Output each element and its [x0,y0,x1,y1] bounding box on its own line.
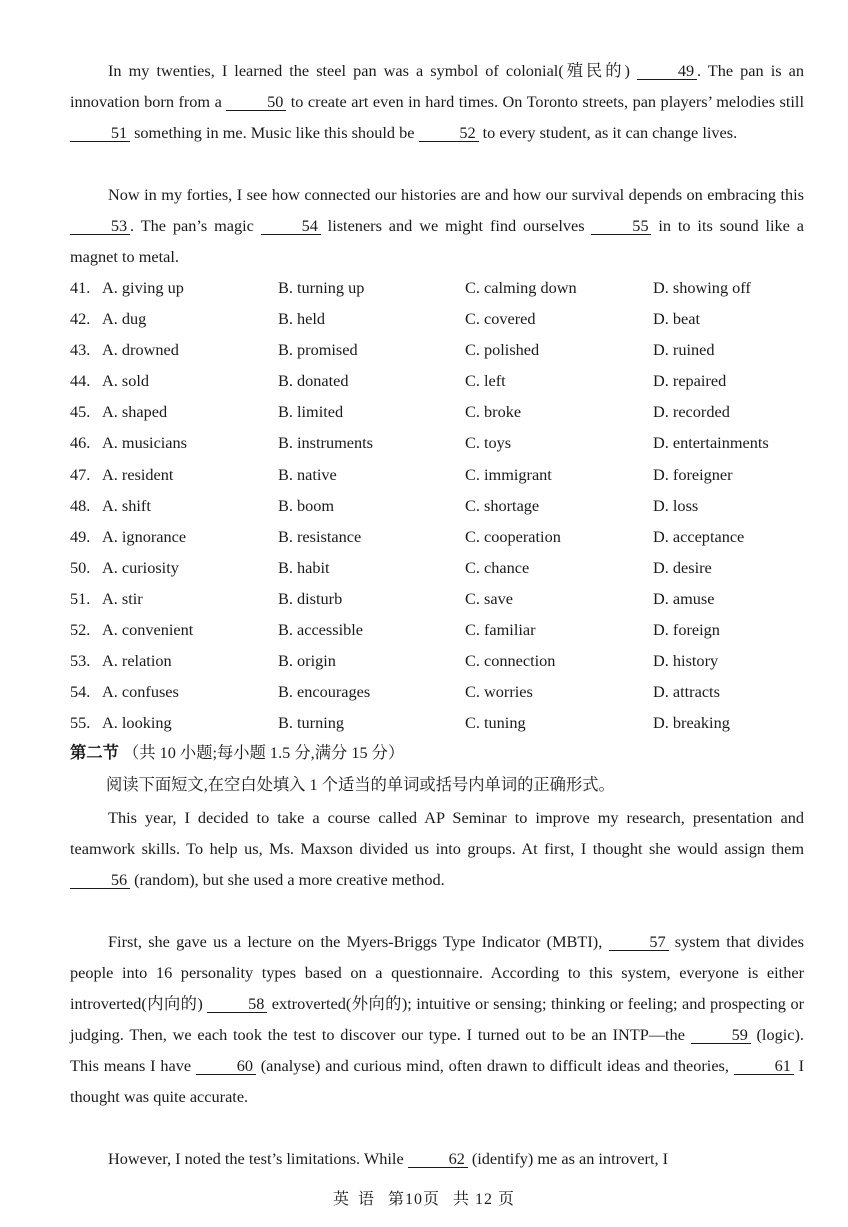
footer-total-pages: 共 12 页 [453,1191,516,1208]
blank-61: 61 [734,1057,794,1075]
section-2-instruction: 阅读下面短文,在空白处填入 1 个适当的单词或括号内单词的正确形式。 [106,775,615,794]
cloze-paragraph-1: In my twenties, I learned the steel pan was a symbol of colonial(殖民的) 49 . The pan is an innovation born from a 50 to create art even in hard times. On Toronto streets, pan players’ melodies still 51 something in me. Music like this should be 52 to every student, as it can change lives. [70,61,804,142]
page-footer [0,1186,848,1209]
option-row-46: 46. A. musicians B. instruments C. toys D. entertainments [70,433,769,453]
footer-subject-2: 语 [357,1191,375,1208]
section-2-title: 第二节 [70,743,119,762]
fill-paragraph-3: However, I noted the test’s limitations. While 62 (identify) me as an introvert, I [108,1149,669,1168]
blank-54: 54 [261,217,321,235]
blank-62: 62 [408,1150,468,1168]
option-row-42: 42. A. dug B. held C. covered D. beat [70,309,701,329]
blank-57: 57 [609,933,669,951]
fill-paragraph-2: First, she gave us a lecture on the Myers-Briggs Type Indicator (MBTI), 57 system that divides people into 16 personality types based on a questionnaire. According to this system, everyone is either introverted(内向的) 58 extroverted(外向的); intuitive or sensing; thinking or feeling; and prospecting or judging. Then, we each took the test to discover our type. I turned out to be an INTP—the 59 (logic). This means I have 60 (analyse) and curious mind, often drawn to difficult ideas and theories, 61 I thought was quite accurate. [70,932,805,1106]
option-row-54: 54. A. confuses B. encourages C. worries D. attracts [70,682,720,702]
section-2-info: （共 10 小题;每小题 1.5 分,满分 15 分） [122,743,405,762]
option-row-43: 43. A. drowned B. promised C. polished D. ruined [70,340,715,360]
option-row-41: 41. A. giving up B. turning up C. calming down D. showing off [70,278,751,297]
option-row-44: 44. A. sold B. donated C. left D. repaired [70,371,727,391]
blank-50: 50 [226,93,286,111]
option-row-53: 53. A. relation B. origin C. connection D. history [70,651,719,671]
footer-subject-1: 英 [332,1191,350,1208]
blank-52: 52 [419,124,479,142]
option-row-50: 50. A. curiosity B. habit C. chance D. desire [70,557,712,577]
fill-paragraph-1: This year, I decided to take a course called AP Seminar to improve my research, presentation and teamwork skills. To help us, Ms. Maxson divided us into groups. At first, I thought she would assign them 56 (random), but she used a more creative method. [70,808,804,889]
option-row-49: 49. A. ignorance B. resistance C. cooperation D. acceptance [70,526,745,546]
blank-53: 53 [70,217,130,235]
option-row-47: 47. A. resident B. native C. immigrant D. foreigner [70,464,733,484]
blank-56: 56 [70,871,130,889]
option-row-51: 51. A. stir B. disturb C. save D. amuse [70,588,715,608]
blank-49: 49 [637,62,697,80]
blank-60: 60 [196,1057,256,1075]
cloze-paragraph-2: Now in my forties, I see how connected our histories are and how our survival depends on embracing this 53 . The pan’s magic 54 listeners and we might find ourselves 55 in to its sound like a magnet to metal. [70,185,804,266]
option-row-45: 45. A. shaped B. limited C. broke D. recorded [70,402,730,422]
section-2-heading [70,740,404,766]
option-row-55: 55. A. looking B. turning C. tuning D. breaking [70,713,730,733]
blank-59: 59 [691,1026,751,1044]
blank-55: 55 [591,217,651,235]
footer-page-number: 第10页 [388,1191,441,1208]
option-row-52: 52. A. convenient B. accessible C. familiar D. foreign [70,620,720,640]
option-row-48: 48. A. shift B. boom C. shortage D. loss [70,495,699,515]
options-list [70,272,810,738]
blank-51: 51 [70,124,130,142]
blank-58: 58 [207,995,267,1013]
